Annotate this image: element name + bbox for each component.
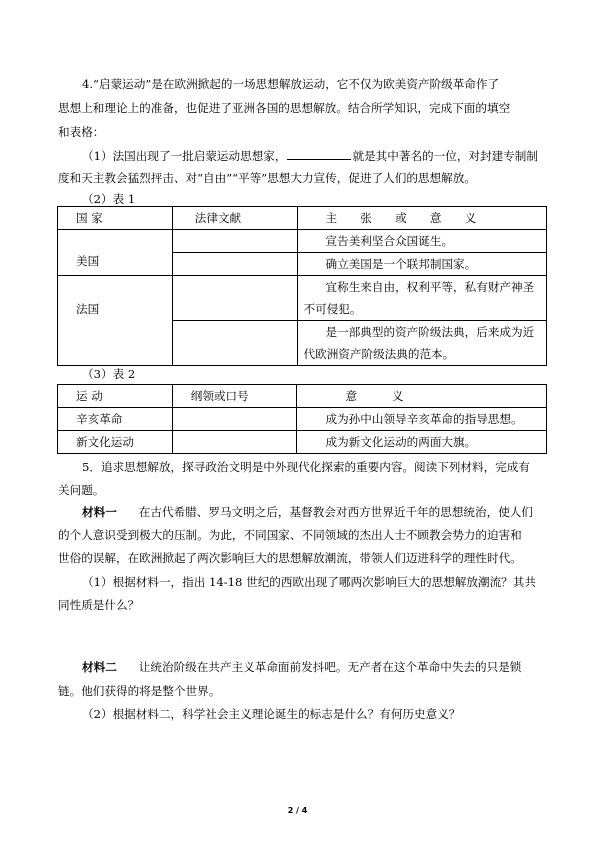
- table2-label: （3）表 2: [82, 367, 136, 381]
- table1-label: （2）表 1: [82, 192, 136, 206]
- material-2-line-1: [82, 656, 521, 678]
- table-row: [58, 408, 547, 431]
- table-1-meaning-line: 宜称生来自由，权利平等，私有财产神圣: [325, 280, 535, 294]
- table-1-header-country: 国 家: [58, 207, 173, 230]
- table-1-law-blank[interactable]: [172, 321, 297, 366]
- table-2-header-movement: 运 动: [58, 385, 173, 408]
- table-1-country-usa: 美国: [58, 230, 173, 276]
- table-1-law-blank[interactable]: [172, 253, 297, 276]
- table-2-meaning: 成为新文化运动的两面大旗。: [297, 431, 547, 454]
- table-1-meaning: [297, 321, 546, 366]
- q4-line-3: 和表格：: [58, 125, 105, 139]
- page-number: 2 / 4: [287, 806, 308, 815]
- table-2-slogan-blank[interactable]: [172, 408, 297, 431]
- table-1-meaning: 宣告美利坚合众国诞生。: [297, 230, 546, 253]
- q5-sub1-line-1: （1）根据材料一，指出 14-18 世纪的西欧出现了哪两次影响巨大的思想解放潮流？其共: [82, 575, 536, 589]
- material-2-text: 让统治阶级在共产主义革命面前发抖吧。无产者在这个革命中失去的只是锁: [138, 660, 522, 674]
- q5-intro-line-1: 5．追求思想解放，探寻政治文明是中外现代化探索的重要内容。阅读下列材料，完成有: [82, 460, 530, 474]
- q5-sub1-line-2: 同性质是什么？: [58, 598, 140, 612]
- table-2-header-slogan: 纲领或口号: [172, 385, 297, 408]
- table-1-country-france: 法国: [58, 276, 173, 366]
- table-1-header-law: 法律文献: [172, 207, 297, 230]
- material-1-text: 在古代希腊、罗马文明之后，基督教会对西方世界近千年的思想统治，使人们: [138, 505, 533, 519]
- table-row: [58, 431, 547, 454]
- table-1-law-blank[interactable]: [172, 230, 297, 253]
- material-2-label: 材料二: [82, 660, 117, 674]
- table-row: [58, 230, 547, 253]
- table-2-header-meaning: 意 义: [297, 385, 547, 408]
- q5-sub2: （2）根据材料二，科学社会主义理论诞生的标志是什么？有何历史意义？: [82, 707, 461, 721]
- q4-sub1-text-b: 就是其中著名的一位，对封建专制制: [352, 149, 538, 163]
- table-1-meaning-line: 代欧洲资产阶级法典的范本。: [303, 347, 455, 361]
- table-2-movement: 辛亥革命: [58, 408, 173, 431]
- table-1-meaning: 确立美国是一个联邦制国家。: [297, 253, 546, 276]
- q4-sub1-text-a: （1）法国出现了一批启蒙运动思想家，: [82, 149, 287, 163]
- q4-line-1: 4.“启蒙运动”是在欧洲掀起的一场思想解放运动，它不仅为欧美资产阶级革命作了: [82, 77, 500, 91]
- table-2-slogan-blank[interactable]: [172, 431, 297, 454]
- material-1-line-1: [82, 501, 533, 523]
- material-2-line-2: 链。他们获得的将是整个世界。: [58, 684, 221, 698]
- table-2-movement: 新文化运动: [58, 431, 173, 454]
- q5-intro-line-2: 关问题。: [58, 483, 105, 497]
- material-1-line-3: 世俗的误解，在欧洲掀起了两次影响巨大的思想解放潮流，带领人们迈进科学的理性时代。: [58, 551, 522, 565]
- table-2-meaning: 成为孙中山领导辛亥革命的指导思想。: [297, 408, 547, 431]
- table-1-meaning-line: 不可侵犯。: [303, 302, 362, 316]
- q4-line-2: 思想上和理论上的准备，也促进了亚洲各国的思想解放。结合所学知识，完成下面的填空: [58, 101, 511, 115]
- table-1-meaning-line: 是一部典型的资产阶级法典，后来成为近: [325, 325, 535, 339]
- material-1-line-2: 的个人意识受到极大的压制。为此，不同国家、不同领域的杰出人士不顾教会势力的迫害和: [58, 528, 522, 542]
- table-1-header-row: [58, 207, 547, 230]
- table-1-meaning: [297, 276, 546, 321]
- q4-sub1-line-1: [82, 145, 538, 167]
- material-1-label: 材料一: [82, 505, 117, 519]
- table-1-header-meaning: 主 张 或 意 义: [297, 207, 546, 230]
- table-2: [57, 384, 547, 454]
- table-1: [57, 206, 547, 366]
- table-2-header-row: [58, 385, 547, 408]
- q4-sub1-line-2: 度和天主教会猛烈抨击、对“自由”“平等”思想大力宣传，促进了人们的思想解放。: [58, 171, 476, 185]
- table-row: [58, 276, 547, 321]
- table-1-law-blank[interactable]: [172, 276, 297, 321]
- answer-blank[interactable]: [287, 147, 351, 160]
